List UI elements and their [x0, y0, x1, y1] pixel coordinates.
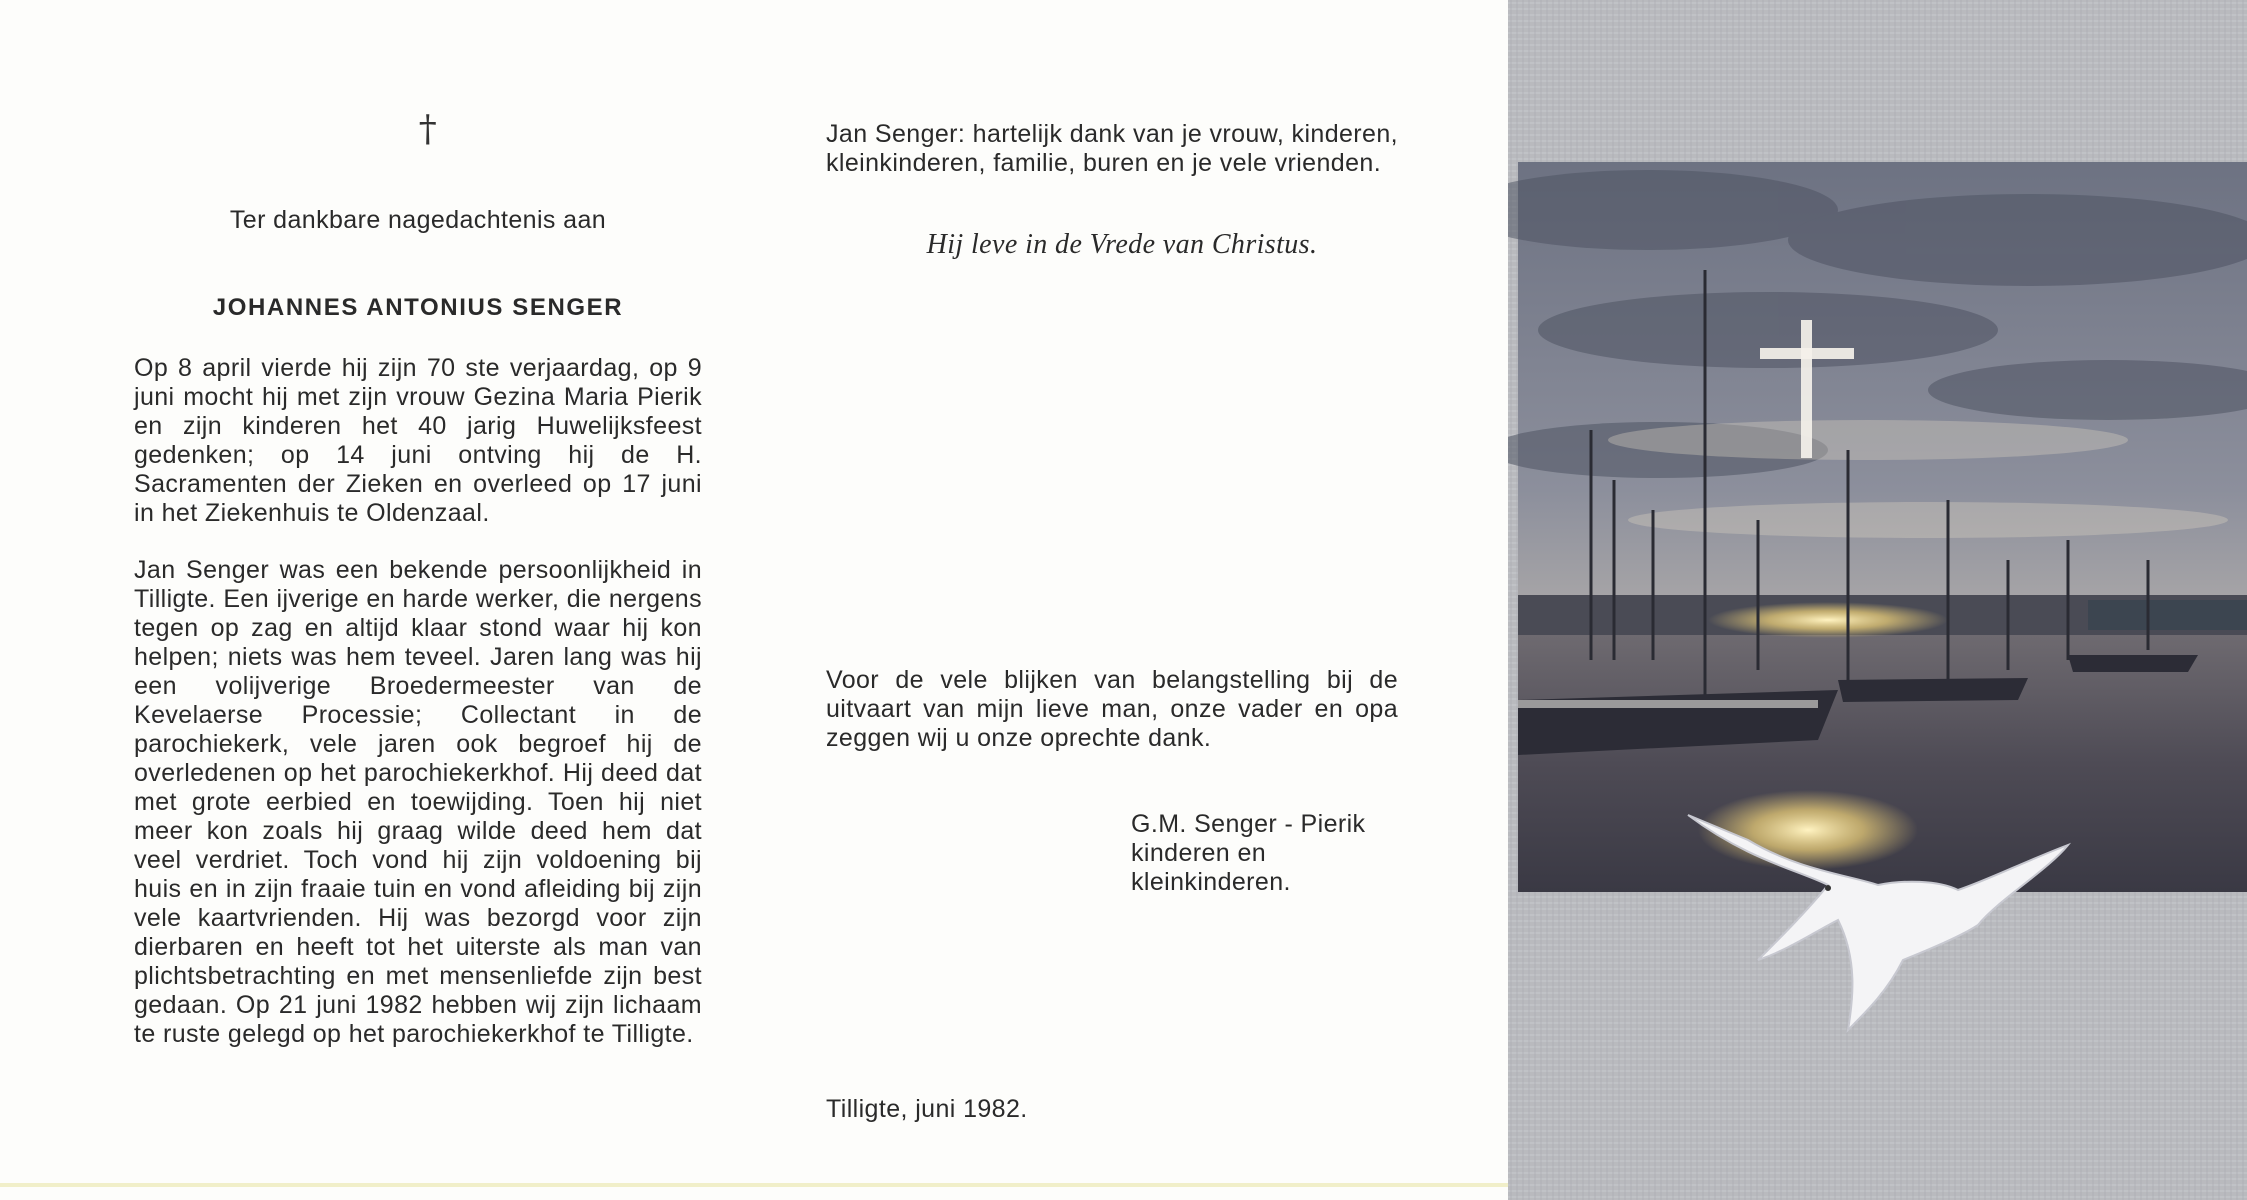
- sun-glow: [1708, 602, 1948, 638]
- biography-paragraph-1: Op 8 april vierde hij zijn 70 ste verjaardag, op 9 juni mocht hij met zijn vrouw Gezina Maria Pierik en zijn kinderen het 40 jarig Huwelijksfeest gedenken; op 14 juni ontving hij de H. Sacramenten der Zieken en overleed op 17 juni in het Ziekenhuis te Oldenzaal.: [134, 354, 702, 527]
- deceased-name: JOHANNES ANTONIUS SENGER: [212, 294, 624, 321]
- sun-reflection: [1698, 790, 1918, 870]
- motto: Hij leve in de Vrede van Christus.: [926, 229, 1318, 260]
- middle-column: [826, 120, 1398, 259]
- thanks-text: Jan Senger: hartelijk dank van je vrouw, kinderen, kleinkinderen, familie, buren en je vele vrienden.: [826, 120, 1398, 177]
- harbour-photo: [1508, 0, 2247, 1200]
- cross-symbol: †: [418, 109, 438, 150]
- harbour-illustration: [1508, 0, 2247, 1200]
- signature-line-2: kinderen en: [1131, 839, 1267, 867]
- condolence-paragraph: Voor de vele blijken van belangstelling bij de uitvaart van mijn lieve man, onze vader en opa zeggen wij u onze oprechte dank.: [826, 666, 1398, 752]
- shed: [2088, 600, 2247, 630]
- boat-hull-highlight: [1518, 700, 1818, 708]
- signature-line-3: kleinkinderen.: [1131, 868, 1291, 896]
- intro-line: Ter dankbare nagedachtenis aan: [229, 206, 607, 234]
- card-edge: [0, 1183, 1508, 1187]
- condolence-text: [826, 666, 1398, 753]
- place-date: Tilligte, juni 1982.: [826, 1095, 1028, 1123]
- left-column: [134, 110, 702, 1049]
- signature-line-1: G.M. Senger - Pierik: [1131, 810, 1366, 838]
- biography-paragraph-2: Jan Senger was een bekende persoonlijkheid in Tilligte. Een ijverige en harde werker, die nergens tegen op zag en altijd klaar stond waar hij kon helpen; niets was hem teveel. Jaren lang was hij een volijverige Broedermeester van de Kevelaerse Processie; Collectant in de parochiekerk, vele jaren ook begroef hij de overledenen op het parochiekerkhof. Hij deed dat met grote eerbied en toewijding. Toen hij niet meer kon zoals hij graag wilde deed hem dat veel verdriet. Toch vond hij zijn voldoening bij huis en in zijn fraaie tuin en vond afleiding bij zijn vele kaartvrienden. Hij was bezorgd voor zijn dierbaren en heeft tot het uiterste als man van plichtsbetrachting en met mensenliefde zijn best gedaan. Op 21 juni 1982 hebben wij zijn lichaam te ruste gelegd op het parochiekerkhof te Tilligte.: [134, 556, 702, 1048]
- signature-block: [1131, 810, 1431, 897]
